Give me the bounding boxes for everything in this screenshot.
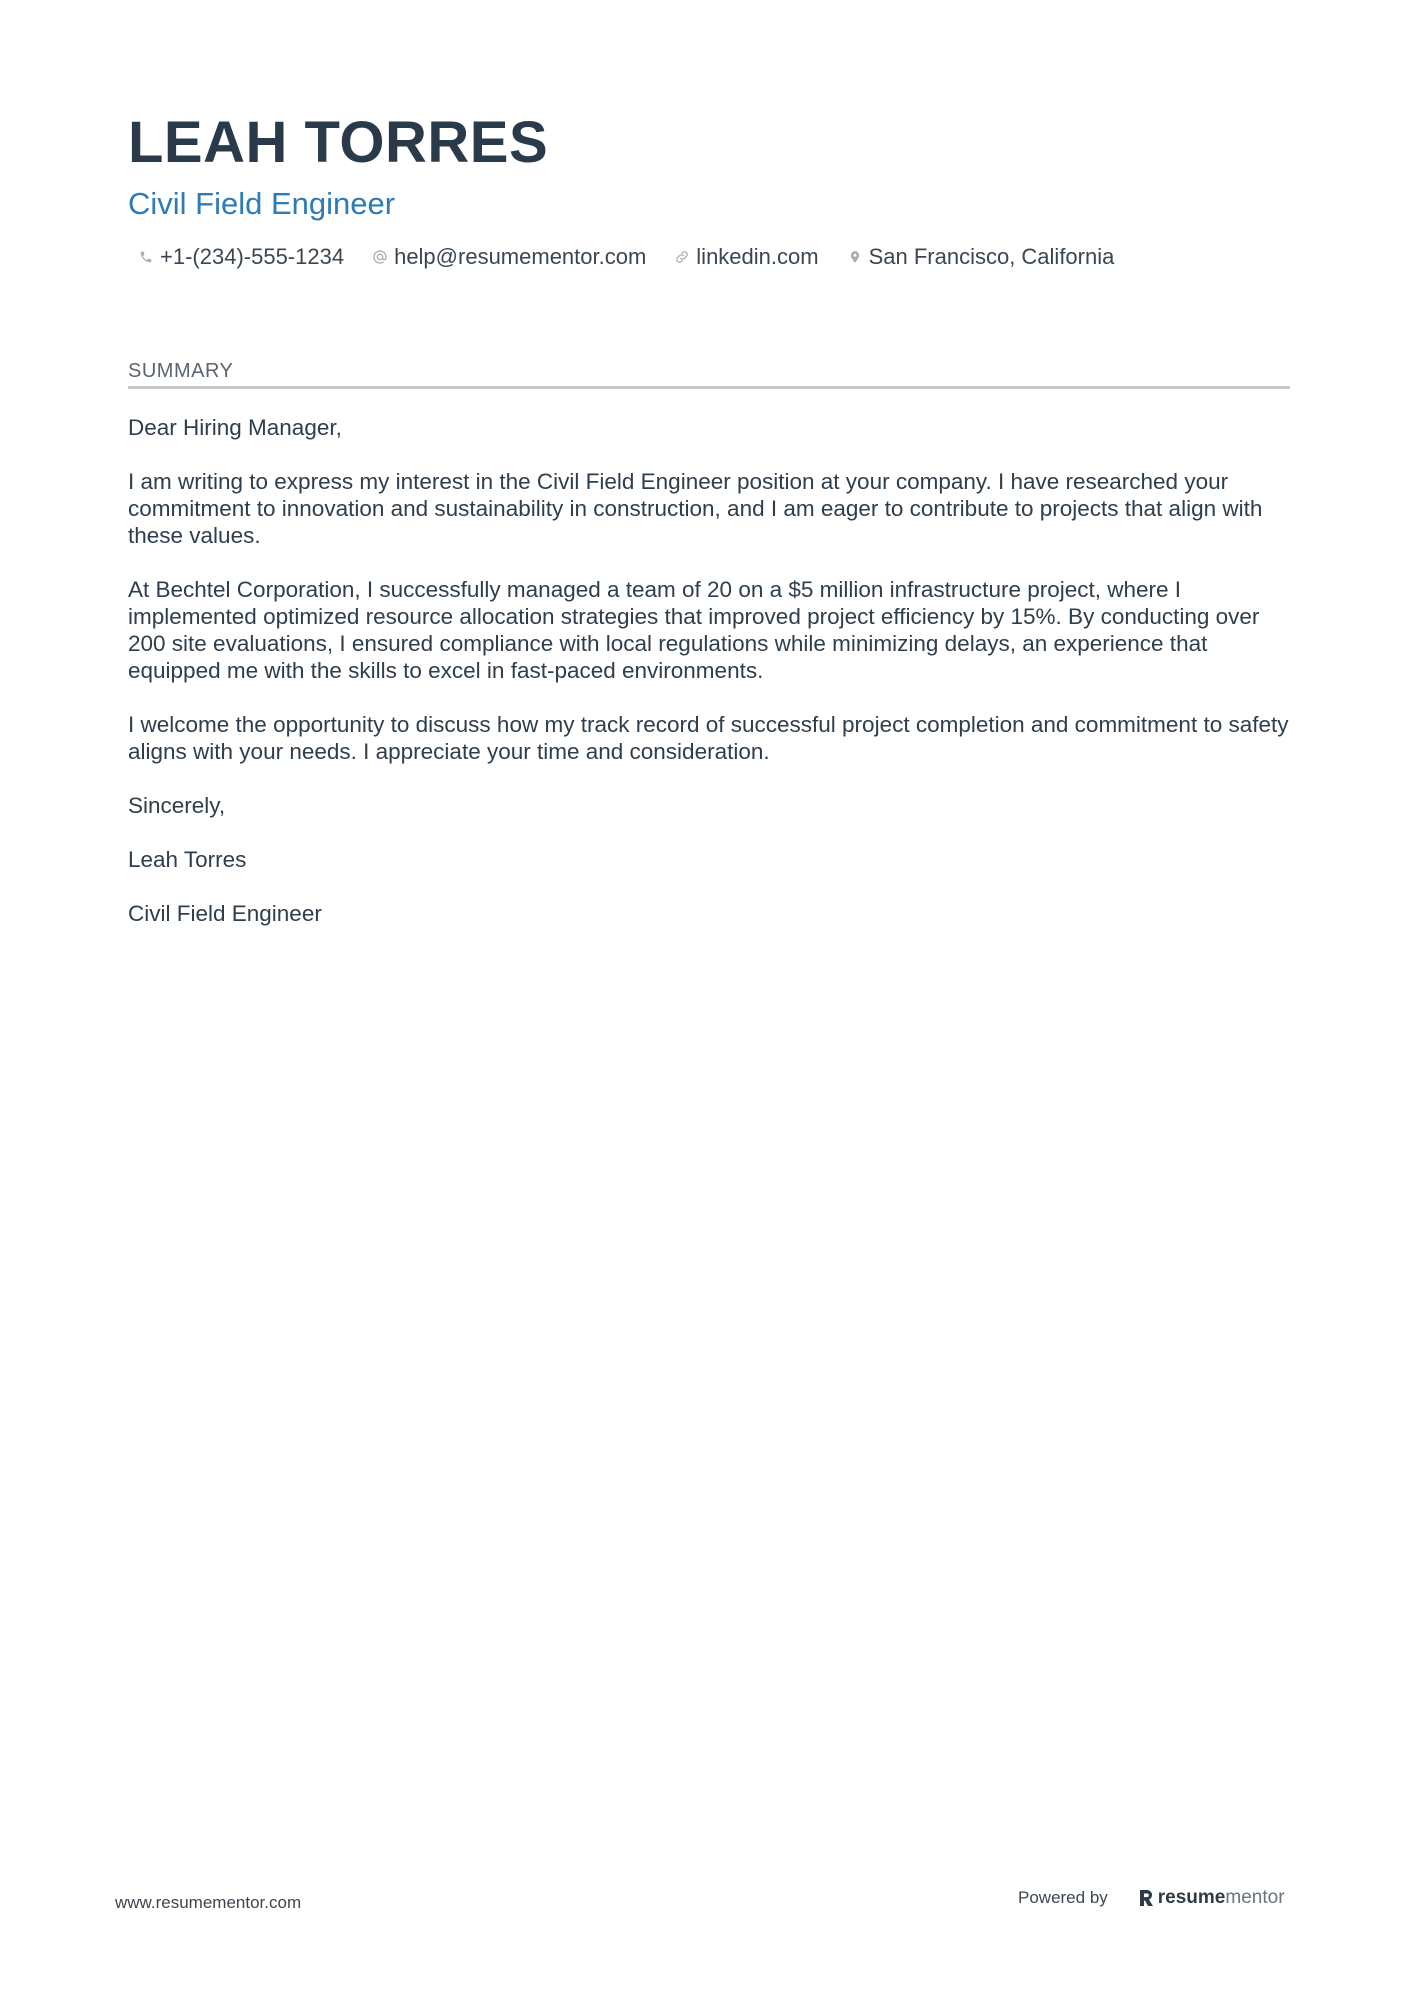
letter-paragraph: I am writing to express my interest in the Civil Field Engineer position at your company. I have researched your commitment to innovation and sustainability in construction, and I am eager to contribute to projects that align with these values. — [128, 469, 1263, 548]
signature-name: Leah Torres — [128, 847, 247, 872]
brand-name-part2: mentor — [1225, 1887, 1285, 1908]
resumementor-logo-icon — [1138, 1888, 1154, 1908]
contact-email[interactable] — [370, 244, 646, 270]
signature-title: Civil Field Engineer — [128, 901, 322, 926]
brand-logo-link[interactable] — [1138, 1887, 1285, 1909]
location-pin-icon — [845, 247, 865, 267]
footer-website-link[interactable]: www.resumementor.com — [115, 1893, 302, 1912]
section-title-summary: SUMMARY — [128, 360, 234, 382]
footer-branding — [1018, 1887, 1285, 1909]
letter-paragraph: I welcome the opportunity to discuss how my track record of successful project completion and commitment to safety aligns with your needs. I appreciate your time and consideration. — [128, 712, 1289, 764]
letter-body — [128, 414, 1293, 954]
phone-icon — [136, 247, 156, 267]
contact-phone-text: +1-(234)-555-1234 — [160, 244, 345, 269]
powered-by-label: Powered by — [1018, 1888, 1108, 1907]
brand-name-part1: resume — [1157, 1887, 1226, 1908]
letter-greeting: Dear Hiring Manager, — [128, 415, 342, 440]
applicant-name: LEAH TORRES — [128, 110, 549, 175]
contact-info-row — [136, 244, 1140, 270]
section-divider — [128, 386, 1290, 389]
link-icon — [672, 247, 692, 267]
letter-paragraph: At Bechtel Corporation, I successfully managed a team of 20 on a $5 million infrastructure project, where I implemented optimized resource allocation strategies that improved project efficiency by 15%. By conducting over 200 site evaluations, I ensured compliance with local regulations while minimizing delays, an experience that equipped me with the skills to excel in fast-paced environments. — [128, 577, 1260, 683]
applicant-title: Civil Field Engineer — [128, 186, 396, 221]
contact-phone[interactable] — [136, 244, 344, 270]
letter-closing: Sincerely, — [128, 793, 226, 818]
at-icon — [370, 247, 390, 267]
contact-linkedin-text: linkedin.com — [696, 244, 819, 269]
contact-email-text: help@resumementor.com — [394, 244, 647, 269]
contact-location — [845, 244, 1115, 270]
contact-location-text: San Francisco, California — [868, 244, 1115, 269]
contact-linkedin[interactable] — [672, 244, 818, 270]
